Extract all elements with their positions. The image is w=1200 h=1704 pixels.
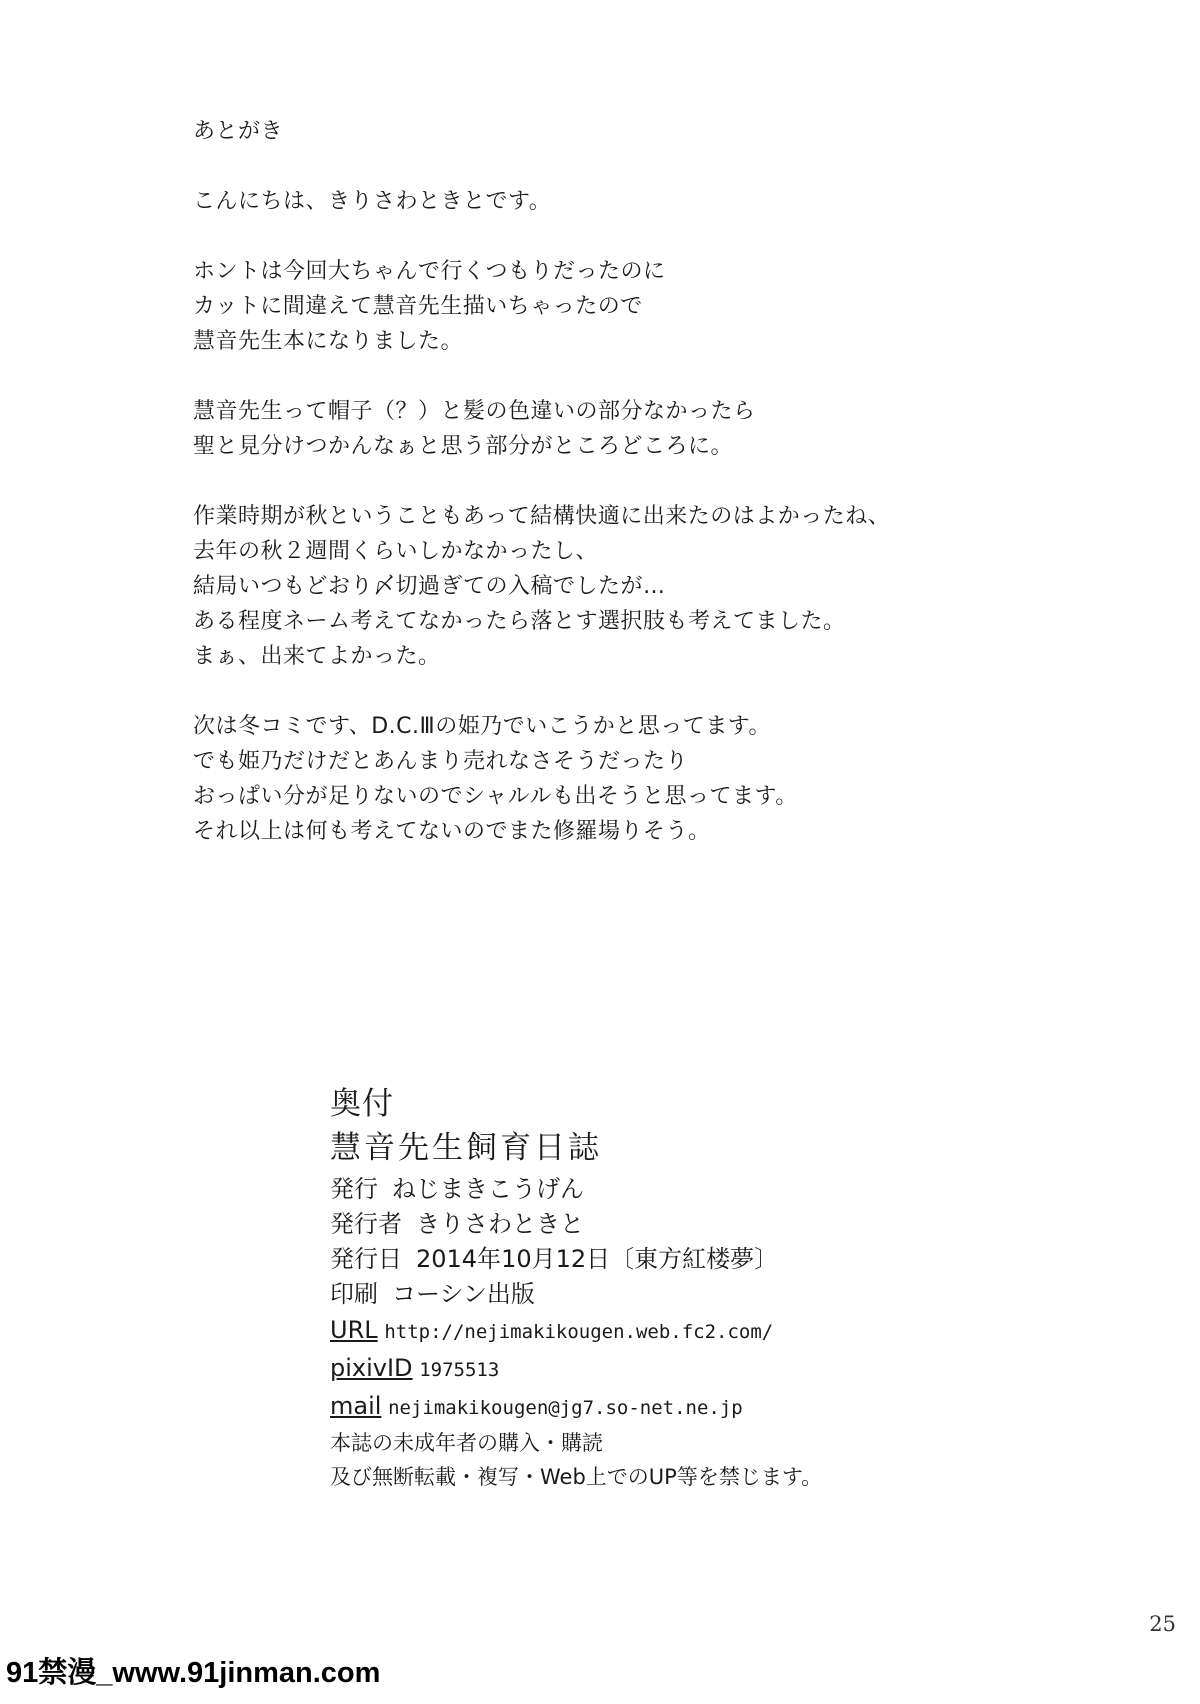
page-number: 25 bbox=[1149, 1612, 1176, 1636]
author-value: きりさわときと bbox=[416, 1210, 584, 1238]
pixiv-row bbox=[330, 1350, 950, 1388]
url-value: http://nejimakikougen.web.fc2.com/ bbox=[384, 1321, 774, 1343]
mail-label: mail bbox=[330, 1392, 382, 1420]
book-title: 慧音先生飼育日誌 bbox=[330, 1130, 602, 1166]
afterword-paragraph: 作業時期が秋ということもあって結構快適に出来たのはよかったね、 去年の秋２週間くらいしかなかったし、 結局いつもどおり〆切過ぎての入稿でしたが… ある程度ネーム考えてなかったら落とす選択肢も考えてました。 まぁ、出来てよかった。 bbox=[193, 504, 891, 669]
author-label: 発行者 bbox=[330, 1210, 402, 1238]
mail-row bbox=[330, 1388, 950, 1426]
afterword-heading: あとがき bbox=[193, 119, 284, 144]
printer-value: コーシン出版 bbox=[392, 1280, 535, 1308]
publisher-row bbox=[330, 1172, 950, 1207]
colophon-title: 奥付 bbox=[330, 1086, 394, 1122]
date-value: 2014年10月12日〔東方紅楼夢〕 bbox=[416, 1245, 779, 1273]
publisher-value: ねじまきこうげん bbox=[392, 1175, 584, 1203]
afterword-paragraph: こんにちは、きりさわときとです。 bbox=[193, 189, 552, 214]
notice-line: 本誌の未成年者の購入・購読 bbox=[330, 1431, 603, 1455]
date-row bbox=[330, 1242, 950, 1277]
afterword-paragraph: 次は冬コミです、D.C.Ⅲの姫乃でいこうかと思ってます。 でも姫乃だけだとあんまり売れなさそうだったり おっぱい分が足りないのでシャルルも出そうと思ってます。 それ以上は何も考えてないのでまた修羅場りそう。 bbox=[193, 714, 798, 844]
url-row bbox=[330, 1312, 950, 1350]
notice-line: 及び無断転載・複写・Web上でのUP等を禁じます。 bbox=[330, 1465, 823, 1489]
url-label: URL bbox=[330, 1316, 378, 1344]
date-label: 発行日 bbox=[330, 1245, 402, 1273]
afterword bbox=[193, 114, 1093, 884]
mail-value: nejimakikougen@jg7.so-net.ne.jp bbox=[388, 1397, 743, 1419]
pixiv-label: pixivID bbox=[330, 1354, 413, 1382]
printer-label: 印刷 bbox=[330, 1280, 378, 1308]
pixiv-value: 1975513 bbox=[419, 1359, 500, 1381]
colophon bbox=[330, 1082, 950, 1494]
publisher-label: 発行 bbox=[330, 1175, 378, 1203]
afterword-paragraph: 慧音先生って帽子（？）と髪の色違いの部分なかったら 聖と見分けつかんなぁと思う部分がところどころに。 bbox=[193, 399, 756, 459]
author-row bbox=[330, 1207, 950, 1242]
watermark: 91禁漫_www.91jinman.com bbox=[6, 1657, 381, 1689]
printer-row bbox=[330, 1277, 950, 1312]
afterword-paragraph: ホントは今回大ちゃんで行くつもりだったのに カットに間違えて慧音先生描いちゃったので 慧音先生本になりました。 bbox=[193, 259, 666, 354]
